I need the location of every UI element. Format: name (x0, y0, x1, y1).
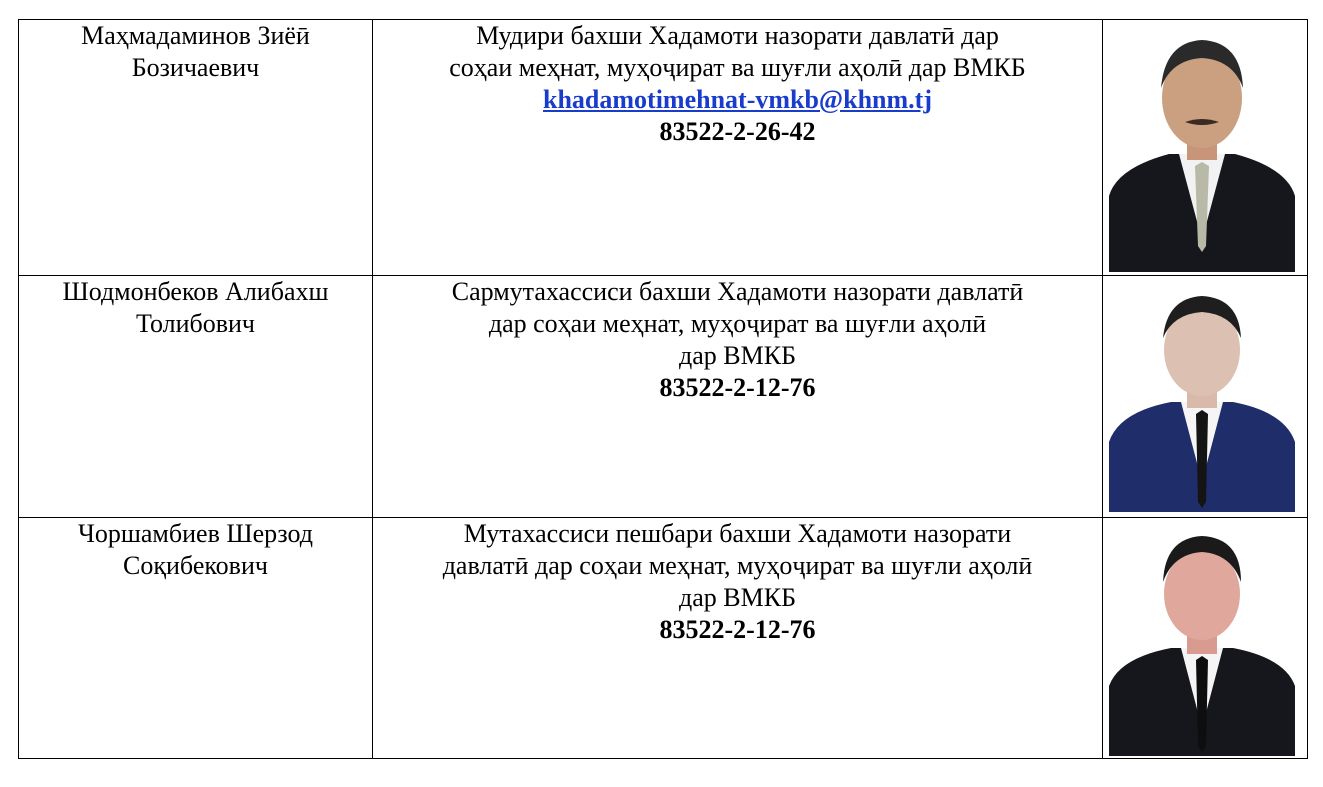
photo-cell (1103, 518, 1308, 759)
person-name: Маҳмадаминов Зиёӣ (81, 21, 310, 50)
table-row (19, 518, 1308, 759)
position-text: давлатӣ дар соҳаи меҳнат, муҳоҷират ва шуғли аҳолӣ (442, 551, 1033, 580)
position-text: Сармутахассиси бахши Хадамоти назорати давлатӣ (451, 277, 1024, 306)
position-text: дар ВМКБ (679, 341, 796, 370)
staff-table (18, 19, 1308, 759)
name-cell (19, 20, 373, 276)
phone-number: 83522-2-12-76 (659, 373, 816, 402)
position-cell (373, 276, 1103, 518)
portrait-photo (1109, 282, 1295, 512)
position-text: дар ВМКБ (679, 583, 796, 612)
person-patronymic: Соқибекович (123, 551, 268, 580)
phone-number: 83522-2-12-76 (659, 615, 816, 644)
person-name: Шодмонбеков Алибахш (62, 277, 329, 306)
table-row (19, 276, 1308, 518)
portrait-photo (1109, 524, 1295, 756)
name-cell (19, 276, 373, 518)
position-text: Мудири бахши Хадамоти назорати давлатӣ дар (476, 21, 999, 50)
person-patronymic: Бозичаевич (131, 53, 260, 82)
portrait-photo (1109, 26, 1295, 272)
person-name: Чоршамбиев Шерзод (77, 519, 314, 548)
position-text: дар соҳаи меҳнат, муҳоҷират ва шуғли аҳолӣ (488, 309, 987, 338)
position-text: соҳаи меҳнат, муҳоҷират ва шуғли аҳолӣ дар ВМКБ (449, 53, 1026, 82)
photo-cell (1103, 20, 1308, 276)
name-cell (19, 518, 373, 759)
person-patronymic: Толибович (136, 309, 255, 338)
table-row (19, 20, 1308, 276)
email-link[interactable]: khadamotimehnat-vmkb@khnm.tj (543, 85, 932, 114)
photo-cell (1103, 276, 1308, 518)
position-cell (373, 20, 1103, 276)
position-text: Мутахассиси пешбари бахши Хадамоти назорати (463, 519, 1012, 548)
position-cell (373, 518, 1103, 759)
phone-number: 83522-2-26-42 (659, 117, 816, 146)
